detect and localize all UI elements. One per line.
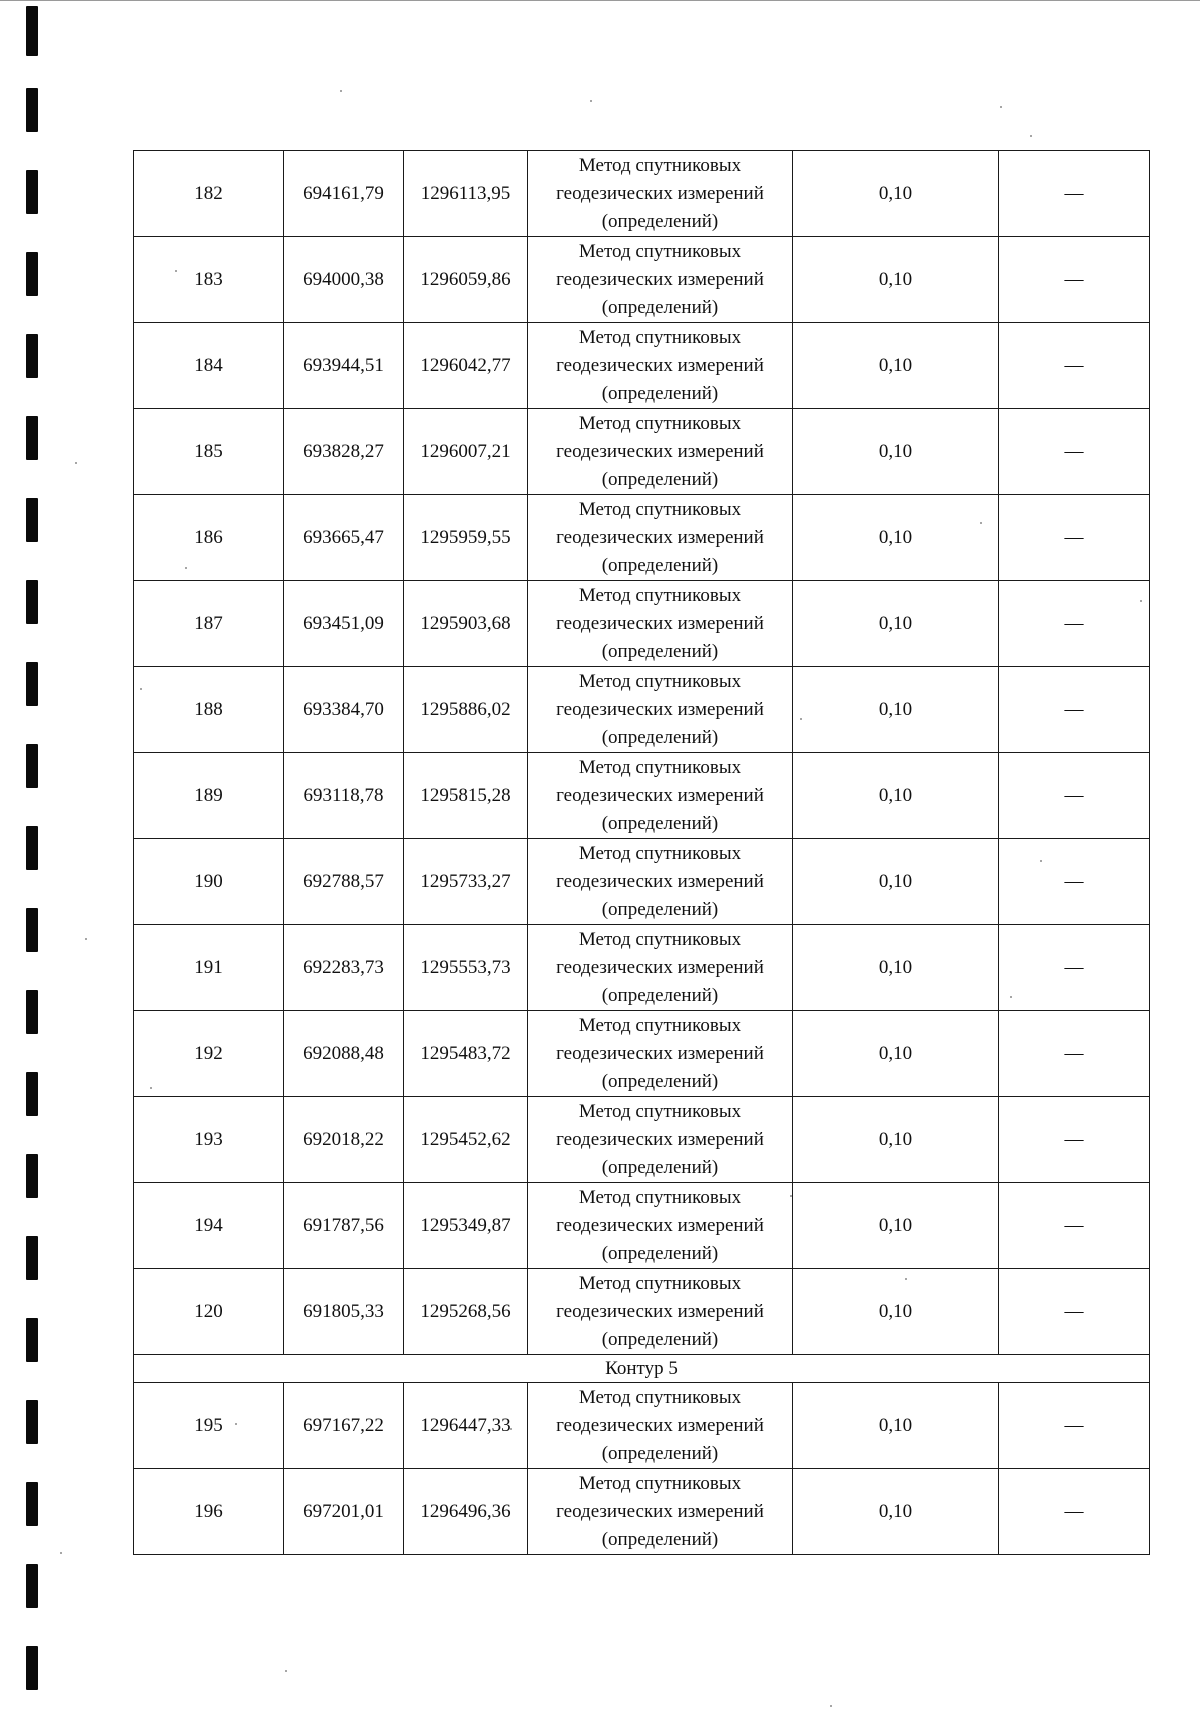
method-line: Метод спутниковых (578, 1186, 742, 1208)
accuracy-cell: 0,10 (793, 925, 999, 1011)
binding-mark (26, 498, 38, 542)
method-line: Метод спутниковых (578, 584, 742, 606)
method-line: Метод спутниковых (578, 670, 742, 692)
table-row (134, 409, 1150, 495)
contour-header-row (134, 1355, 1150, 1383)
method-line: геодезических измерений (556, 612, 764, 634)
method-line: геодезических измерений (556, 1042, 764, 1064)
method-line: (определений) (601, 1328, 719, 1350)
table-row (134, 1097, 1150, 1183)
method-line: (определений) (601, 554, 719, 576)
y-coordinate-cell: 1295452,62 (404, 1097, 528, 1183)
y-coordinate-cell: 1296007,21 (404, 409, 528, 495)
coordinates-table (133, 150, 1150, 1555)
method-line: (определений) (601, 1070, 719, 1092)
binding-mark (26, 662, 38, 706)
binding-mark (26, 744, 38, 788)
point-number-cell: 120 (134, 1269, 284, 1355)
binding-mark (26, 416, 38, 460)
method-cell (528, 753, 793, 839)
y-coordinate-cell: 1296447,33 (404, 1383, 528, 1469)
point-number-cell: 184 (134, 323, 284, 409)
method-cell (528, 1097, 793, 1183)
binding-mark (26, 908, 38, 952)
binding-mark (26, 1482, 38, 1526)
method-line: Метод спутниковых (578, 326, 742, 348)
point-number-cell: 187 (134, 581, 284, 667)
point-number-cell: 188 (134, 667, 284, 753)
note-cell: — (999, 1383, 1150, 1469)
table-row (134, 1383, 1150, 1469)
method-line: геодезических измерений (556, 784, 764, 806)
method-cell (528, 667, 793, 753)
point-number-cell: 190 (134, 839, 284, 925)
method-line: геодезических измерений (556, 1414, 764, 1436)
x-coordinate-cell: 692018,22 (284, 1097, 404, 1183)
note-cell: — (999, 581, 1150, 667)
note-cell: — (999, 409, 1150, 495)
binding-mark (26, 1318, 38, 1362)
binding-mark (26, 1236, 38, 1280)
method-line: (определений) (601, 1442, 719, 1464)
binding-mark (26, 252, 38, 296)
table-row (134, 667, 1150, 753)
table-row (134, 495, 1150, 581)
accuracy-cell: 0,10 (793, 409, 999, 495)
method-line: геодезических измерений (556, 440, 764, 462)
x-coordinate-cell: 694000,38 (284, 237, 404, 323)
x-coordinate-cell: 692788,57 (284, 839, 404, 925)
note-cell: — (999, 237, 1150, 323)
y-coordinate-cell: 1295733,27 (404, 839, 528, 925)
method-line: (определений) (601, 468, 719, 490)
accuracy-cell: 0,10 (793, 151, 999, 237)
scan-speck (85, 938, 87, 940)
method-line: (определений) (601, 382, 719, 404)
method-line: геодезических измерений (556, 698, 764, 720)
x-coordinate-cell: 697201,01 (284, 1469, 404, 1555)
accuracy-cell: 0,10 (793, 753, 999, 839)
x-coordinate-cell: 697167,22 (284, 1383, 404, 1469)
point-number-cell: 192 (134, 1011, 284, 1097)
method-line: Метод спутниковых (578, 412, 742, 434)
method-line: (определений) (601, 640, 719, 662)
y-coordinate-cell: 1295886,02 (404, 667, 528, 753)
contour-label: Контур 5 (134, 1355, 1150, 1383)
method-line: Метод спутниковых (578, 240, 742, 262)
table-row (134, 1469, 1150, 1555)
y-coordinate-cell: 1296042,77 (404, 323, 528, 409)
method-line: (определений) (601, 898, 719, 920)
x-coordinate-cell: 693665,47 (284, 495, 404, 581)
method-line: Метод спутниковых (578, 498, 742, 520)
table-row (134, 151, 1150, 237)
table-row (134, 1011, 1150, 1097)
method-cell (528, 1011, 793, 1097)
method-line: Метод спутниковых (578, 1272, 742, 1294)
binding-mark (26, 1400, 38, 1444)
method-cell (528, 151, 793, 237)
point-number-cell: 194 (134, 1183, 284, 1269)
method-line: (определений) (601, 1528, 719, 1550)
accuracy-cell: 0,10 (793, 839, 999, 925)
method-line: геодезических измерений (556, 354, 764, 376)
accuracy-cell: 0,10 (793, 1097, 999, 1183)
method-line: (определений) (601, 296, 719, 318)
y-coordinate-cell: 1295815,28 (404, 753, 528, 839)
method-line: геодезических измерений (556, 526, 764, 548)
point-number-cell: 189 (134, 753, 284, 839)
note-cell: — (999, 1269, 1150, 1355)
scan-speck (60, 1552, 62, 1554)
scan-speck (830, 1705, 832, 1707)
table-row (134, 753, 1150, 839)
method-cell (528, 1183, 793, 1269)
scan-speck (340, 90, 342, 92)
method-line: Метод спутниковых (578, 1014, 742, 1036)
note-cell: — (999, 1183, 1150, 1269)
y-coordinate-cell: 1295959,55 (404, 495, 528, 581)
y-coordinate-cell: 1295553,73 (404, 925, 528, 1011)
x-coordinate-cell: 693451,09 (284, 581, 404, 667)
binding-mark (26, 990, 38, 1034)
note-cell: — (999, 151, 1150, 237)
table-row (134, 1183, 1150, 1269)
note-cell: — (999, 925, 1150, 1011)
method-line: (определений) (601, 1242, 719, 1264)
x-coordinate-cell: 692283,73 (284, 925, 404, 1011)
method-cell (528, 839, 793, 925)
binding-mark (26, 1072, 38, 1116)
table-row (134, 323, 1150, 409)
page-top-edge (0, 0, 1200, 1)
accuracy-cell: 0,10 (793, 237, 999, 323)
point-number-cell: 182 (134, 151, 284, 237)
method-line: геодезических измерений (556, 956, 764, 978)
scan-speck (1000, 106, 1002, 108)
binding-marks (26, 0, 42, 1713)
binding-mark (26, 1564, 38, 1608)
accuracy-cell: 0,10 (793, 1269, 999, 1355)
accuracy-cell: 0,10 (793, 581, 999, 667)
scan-speck (590, 100, 592, 102)
method-cell (528, 409, 793, 495)
method-line: (определений) (601, 726, 719, 748)
method-line: Метод спутниковых (578, 756, 742, 778)
method-line: Метод спутниковых (578, 842, 742, 864)
method-cell (528, 925, 793, 1011)
point-number-cell: 191 (134, 925, 284, 1011)
y-coordinate-cell: 1295483,72 (404, 1011, 528, 1097)
binding-mark (26, 1154, 38, 1198)
scan-speck (1030, 135, 1032, 137)
method-line: геодезических измерений (556, 182, 764, 204)
binding-mark (26, 826, 38, 870)
x-coordinate-cell: 692088,48 (284, 1011, 404, 1097)
point-number-cell: 193 (134, 1097, 284, 1183)
point-number-cell: 186 (134, 495, 284, 581)
note-cell: — (999, 839, 1150, 925)
x-coordinate-cell: 694161,79 (284, 151, 404, 237)
binding-mark (26, 580, 38, 624)
method-line: Метод спутниковых (578, 1100, 742, 1122)
method-line: Метод спутниковых (578, 1472, 742, 1494)
y-coordinate-cell: 1296496,36 (404, 1469, 528, 1555)
method-cell (528, 1269, 793, 1355)
accuracy-cell: 0,10 (793, 1469, 999, 1555)
method-line: Метод спутниковых (578, 1386, 742, 1408)
table-row (134, 581, 1150, 667)
method-line: Метод спутниковых (578, 154, 742, 176)
binding-mark (26, 334, 38, 378)
binding-mark (26, 6, 38, 56)
note-cell: — (999, 753, 1150, 839)
x-coordinate-cell: 693828,27 (284, 409, 404, 495)
note-cell: — (999, 1469, 1150, 1555)
accuracy-cell: 0,10 (793, 1383, 999, 1469)
accuracy-cell: 0,10 (793, 323, 999, 409)
y-coordinate-cell: 1296113,95 (404, 151, 528, 237)
method-cell (528, 495, 793, 581)
binding-mark (26, 88, 38, 132)
binding-mark (26, 170, 38, 214)
method-line: геодезических измерений (556, 1128, 764, 1150)
accuracy-cell: 0,10 (793, 1183, 999, 1269)
method-line: геодезических измерений (556, 268, 764, 290)
method-line: геодезических измерений (556, 870, 764, 892)
method-line: (определений) (601, 984, 719, 1006)
note-cell: — (999, 667, 1150, 753)
method-line: (определений) (601, 812, 719, 834)
accuracy-cell: 0,10 (793, 495, 999, 581)
method-line: геодезических измерений (556, 1500, 764, 1522)
method-cell (528, 581, 793, 667)
method-cell (528, 323, 793, 409)
method-line: геодезических измерений (556, 1214, 764, 1236)
y-coordinate-cell: 1296059,86 (404, 237, 528, 323)
table-row (134, 925, 1150, 1011)
table-row (134, 839, 1150, 925)
accuracy-cell: 0,10 (793, 667, 999, 753)
x-coordinate-cell: 691805,33 (284, 1269, 404, 1355)
note-cell: — (999, 1097, 1150, 1183)
scan-speck (285, 1670, 287, 1672)
note-cell: — (999, 1011, 1150, 1097)
point-number-cell: 185 (134, 409, 284, 495)
point-number-cell: 195 (134, 1383, 284, 1469)
method-cell (528, 237, 793, 323)
x-coordinate-cell: 691787,56 (284, 1183, 404, 1269)
method-line: геодезических измерений (556, 1300, 764, 1322)
x-coordinate-cell: 693944,51 (284, 323, 404, 409)
method-line: (определений) (601, 1156, 719, 1178)
x-coordinate-cell: 693118,78 (284, 753, 404, 839)
y-coordinate-cell: 1295903,68 (404, 581, 528, 667)
binding-mark (26, 1646, 38, 1690)
scan-speck (75, 462, 77, 464)
y-coordinate-cell: 1295349,87 (404, 1183, 528, 1269)
method-cell (528, 1469, 793, 1555)
x-coordinate-cell: 693384,70 (284, 667, 404, 753)
table-row (134, 237, 1150, 323)
point-number-cell: 196 (134, 1469, 284, 1555)
table-row (134, 1269, 1150, 1355)
point-number-cell: 183 (134, 237, 284, 323)
accuracy-cell: 0,10 (793, 1011, 999, 1097)
note-cell: — (999, 323, 1150, 409)
method-line: Метод спутниковых (578, 928, 742, 950)
y-coordinate-cell: 1295268,56 (404, 1269, 528, 1355)
coordinates-table-body (134, 151, 1150, 1555)
method-cell (528, 1383, 793, 1469)
note-cell: — (999, 495, 1150, 581)
method-line: (определений) (601, 210, 719, 232)
